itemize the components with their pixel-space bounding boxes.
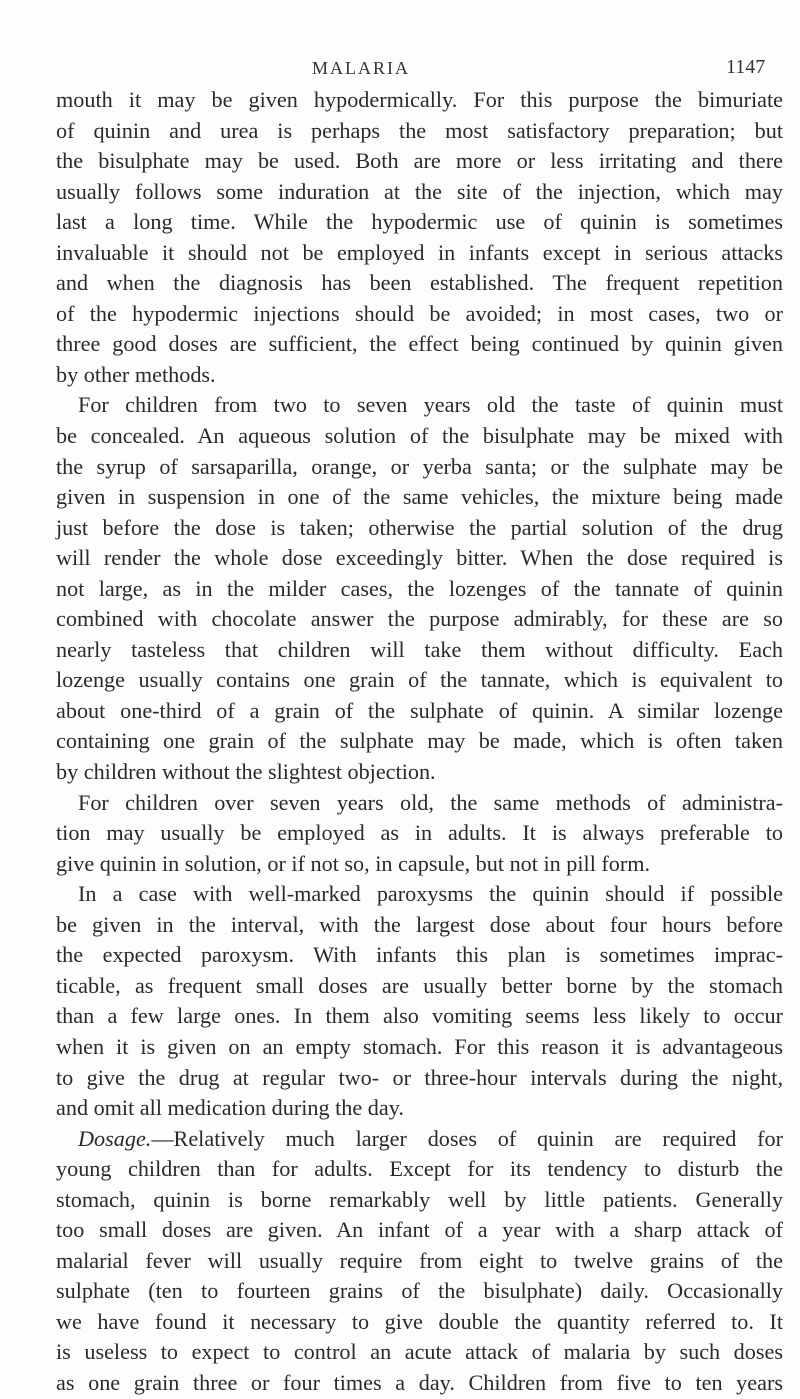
line-text: than a few large ones. In them also vomiting seems less likely to occur — [56, 1003, 783, 1029]
line-text: when it is given on an empty stomach. For this reason it is advantageous — [56, 1033, 783, 1059]
line-text: combined with chocolate answer the purpose admirably, for these are so — [56, 606, 783, 632]
text-line — [56, 665, 783, 696]
text-line — [56, 788, 783, 819]
line-text: ticable, as frequent small doses are usually better borne by the stomach — [56, 972, 783, 998]
text-line — [56, 85, 783, 116]
text-line — [56, 1215, 783, 1246]
line-text: usually follows some induration at the site of the injection, which may — [56, 178, 783, 204]
line-text: of the hypodermic injections should be avoided; in most cases, two or — [56, 300, 783, 326]
line-text: lozenge usually contains one grain of the tannate, which is equivalent to — [56, 667, 783, 693]
line-text: mouth it may be given hypodermically. For this purpose the bimuriate — [56, 87, 783, 112]
text-line — [56, 329, 783, 360]
line-text: In a case with well-marked paroxysms the quinin should if possible — [78, 881, 783, 907]
line-text: the expected paroxysm. With infants this plan is sometimes imprac- — [56, 942, 783, 968]
text-line — [56, 1124, 783, 1155]
page-header — [0, 54, 800, 84]
line-text: not large, as in the milder cases, the lozenges of the tannate of quinin — [56, 575, 783, 601]
line-text: too small doses are given. An infant of a year with a sharp attack of — [56, 1217, 783, 1243]
text-line — [56, 1093, 783, 1124]
line-text: nearly tasteless that children will take them without difficulty. Each — [56, 636, 783, 662]
text-line — [56, 1154, 783, 1185]
line-text: by children without the slightest objection. — [56, 759, 436, 785]
text-line — [56, 1032, 783, 1063]
text-line — [56, 971, 783, 1002]
text-line — [56, 574, 783, 605]
text-line — [56, 207, 783, 238]
text-line — [56, 299, 783, 330]
text-line — [56, 635, 783, 666]
text-line — [56, 604, 783, 635]
text-line — [56, 1185, 783, 1216]
line-text: as one grain three or four times a day. Children from five to ten years — [56, 1369, 783, 1395]
line-text: we have found it necessary to give double the quantity referred to. It — [56, 1308, 783, 1334]
line-text: young children than for adults. Except for its tendency to disturb the — [56, 1156, 783, 1182]
line-text: For children over seven years old, the same methods of administra- — [78, 789, 783, 815]
running-head: MALARIA — [312, 58, 410, 78]
text-line — [56, 726, 783, 757]
line-text: be concealed. An aqueous solution of the bisulphate may be mixed with — [56, 423, 783, 449]
line-text: malarial fever will usually require from eight to twelve grains of the — [56, 1247, 783, 1273]
line-text: containing one grain of the sulphate may be made, which is often taken — [56, 728, 783, 754]
text-line — [56, 513, 783, 544]
line-text: sulphate (ten to fourteen grains of the bisulphate) daily. Occasionally — [56, 1278, 783, 1304]
text-line — [56, 818, 783, 849]
text-line — [56, 1063, 783, 1094]
text-line — [56, 849, 783, 880]
text-line — [56, 146, 783, 177]
text-line — [56, 910, 783, 941]
line-text: give quinin in solution, or if not so, in capsule, but not in pill form. — [56, 850, 651, 876]
text-line — [56, 1337, 783, 1368]
text-line — [56, 543, 783, 574]
text-line — [56, 421, 783, 452]
line-text: by other methods. — [56, 361, 216, 387]
text-line — [56, 452, 783, 483]
text-line — [56, 940, 783, 971]
text-line — [56, 238, 783, 269]
line-text: tion may usually be employed as in adults. It is always preferable to — [56, 820, 783, 846]
body-text — [56, 85, 783, 1399]
line-text: the syrup of sarsaparilla, orange, or yerba santa; or the sulphate may be — [56, 453, 783, 479]
line-text: three good doses are sufficient, the effect being continued by quinin given — [56, 331, 783, 357]
line-text: and omit all medication during the day. — [56, 1095, 404, 1121]
text-line — [56, 696, 783, 727]
text-line — [56, 360, 783, 391]
line-text: —Relatively much larger doses of quinin are required for — [151, 1125, 783, 1151]
line-text: stomach, quinin is borne remarkably well by little patients. Generally — [56, 1186, 783, 1212]
section-heading: Dosage. — [78, 1125, 152, 1151]
line-text: be given in the interval, with the largest dose about four hours before — [56, 911, 783, 937]
line-text: the bisulphate may be used. Both are more or less irritating and there — [56, 148, 783, 174]
text-line — [56, 482, 783, 513]
line-text: just before the dose is taken; otherwise the partial solution of the drug — [56, 514, 783, 540]
text-line — [56, 1307, 783, 1338]
line-text: For children from two to seven years old the taste of quinin must — [78, 392, 783, 418]
line-text: to give the drug at regular two- or three-hour intervals during the night, — [56, 1064, 783, 1090]
text-line — [56, 1001, 783, 1032]
text-line — [56, 879, 783, 910]
line-text: given in suspension in one of the same vehicles, the mixture being made — [56, 484, 783, 510]
text-line — [56, 116, 783, 147]
line-text: invaluable it should not be employed in infants except in serious attacks — [56, 239, 783, 265]
text-line — [56, 1276, 783, 1307]
line-text: last a long time. While the hypodermic use of quinin is sometimes — [56, 209, 783, 235]
text-line — [56, 1246, 783, 1277]
text-line — [56, 268, 783, 299]
text-line — [56, 757, 783, 788]
line-text: is useless to expect to control an acute attack of malaria by such doses — [56, 1339, 783, 1365]
line-text: of quinin and urea is perhaps the most satisfactory preparation; but — [56, 117, 783, 143]
page-number: 1147 — [726, 56, 766, 78]
line-text: will render the whole dose exceedingly bitter. When the dose required is — [56, 545, 783, 571]
text-line — [56, 1368, 783, 1399]
text-line — [56, 390, 783, 421]
line-text: and when the diagnosis has been established. The frequent repetition — [56, 270, 783, 296]
line-text: about one-third of a grain of the sulphate of quinin. A similar lozenge — [56, 697, 783, 723]
text-line — [56, 177, 783, 208]
